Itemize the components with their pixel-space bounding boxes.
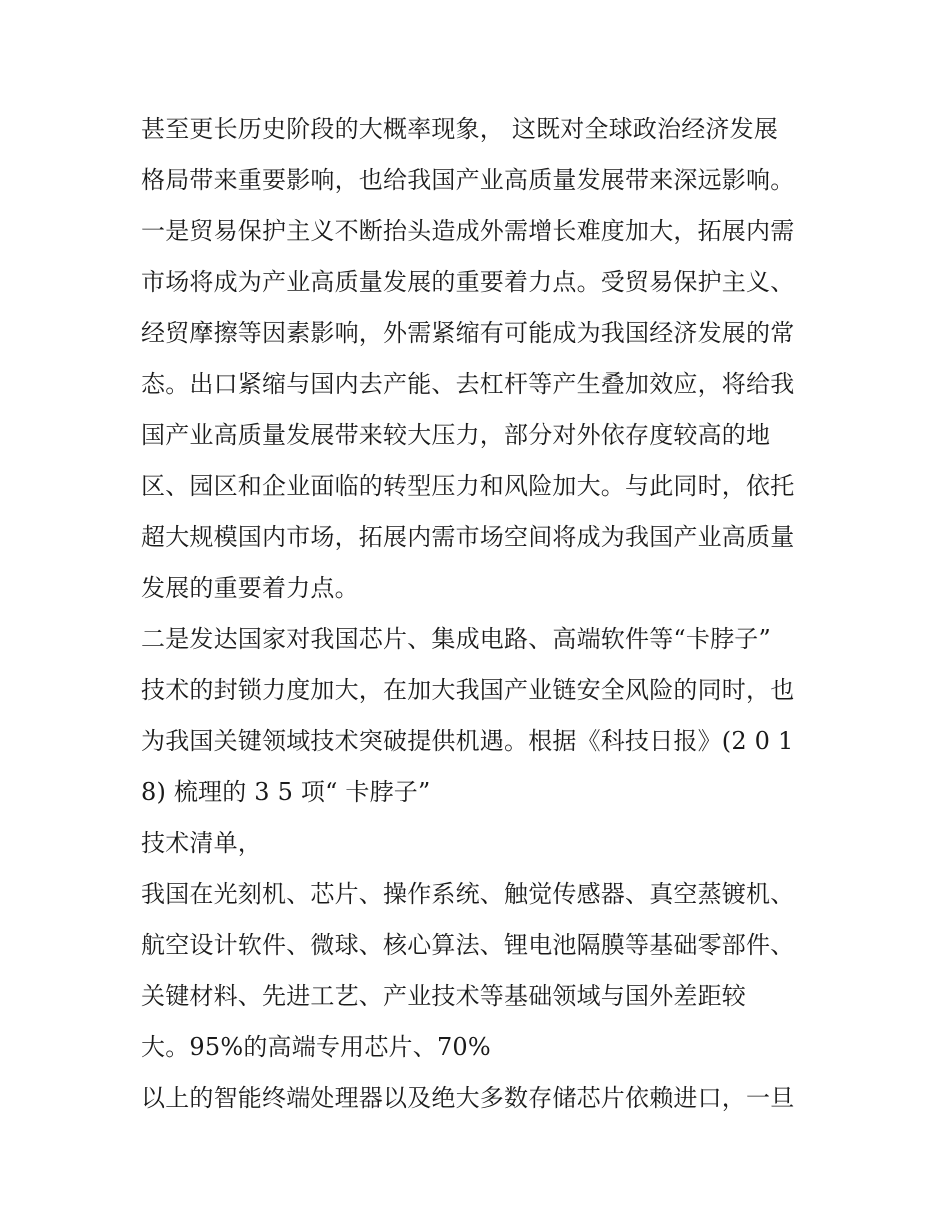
text-line: 市场将成为产业高质量发展的重要着力点。受贸易保护主义、 <box>141 268 795 296</box>
text-line: 我国在光刻机、芯片、操作系统、触觉传感器、真空蒸镀机、 <box>141 880 795 908</box>
text-line: 航空设计软件、微球、核心算法、锂电池隔膜等基础零部件、 <box>141 931 795 959</box>
text-line: 区、园区和企业面临的转型压力和风险加大。与此同时，依托 <box>141 472 795 500</box>
text-line: 国产业高质量发展带来较大压力，部分对外依存度较高的地 <box>141 421 771 449</box>
text-line: 态。出口紧缩与国内去产能、去杠杆等产生叠加效应，将给我 <box>141 370 795 398</box>
text-line: 8) 梳理的 3 5 项“ 卡脖子” <box>141 778 431 806</box>
text-line: 超大规模国内市场，拓展内需市场空间将成为我国产业高质量 <box>141 523 795 551</box>
text-line: 甚至更长历史阶段的大概率现象， 这既对全球政治经济发展 <box>141 115 779 143</box>
text-line: 技术清单， <box>141 829 262 857</box>
text-line: 以上的智能终端处理器以及绝大多数存储芯片依赖进口，一旦 <box>141 1084 795 1112</box>
text-line: 一是贸易保护主义不断抬头造成外需增长难度加大，拓展内需 <box>141 217 795 245</box>
text-line: 格局带来重要影响，也给我国产业高质量发展带来深远影响。 <box>141 166 795 194</box>
text-line: 二是发达国家对我国芯片、集成电路、高端软件等“卡脖子” <box>141 625 771 653</box>
body-text <box>141 104 841 1124</box>
text-line: 经贸摩擦等因素影响，外需紧缩有可能成为我国经济发展的常 <box>141 319 795 347</box>
text-line: 发展的重要着力点。 <box>141 574 359 602</box>
text-line: 为我国关键领域技术突破提供机遇。根据《科技日报》(2 0 1 <box>141 727 794 755</box>
text-line: 关键材料、先进工艺、产业技术等基础领域与国外差距较 <box>141 982 746 1010</box>
text-line: 技术的封锁力度加大，在加大我国产业链安全风险的同时，也 <box>141 676 795 704</box>
text-line: 大。95%的高端专用芯片、70% <box>141 1033 491 1061</box>
